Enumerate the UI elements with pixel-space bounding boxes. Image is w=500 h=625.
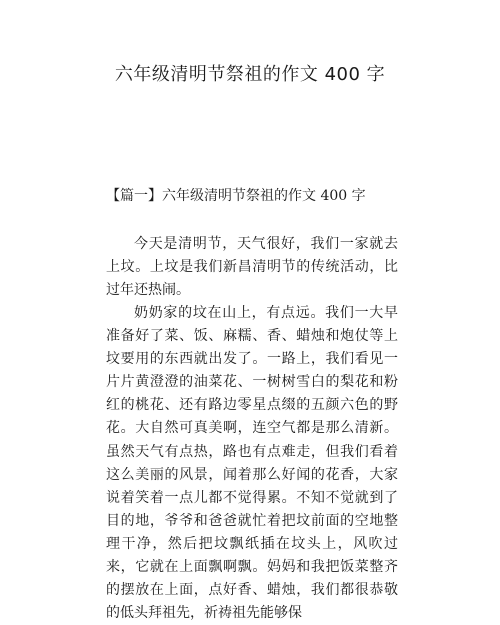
document-title: 六年级清明节祭祖的作文 400 字 xyxy=(114,64,386,85)
paragraph-1: 今天是清明节，天气很好，我们一家就去上坟。上坟是我们新昌清明节的传统活动，比过年还热闹。 xyxy=(106,236,398,299)
paragraph-2: 奶奶家的坟在山上，有点远。我们一大早准备好了菜、饭、麻糯、香、蜡烛和炮仗等上坟要用的东西就出发了。一路上，我们看见一片片黄澄澄的油菜花、一树树雪白的梨花和粉红的桃花、还有路边零星点缀的五颜六色的野花。大自然可真美啊，连空气都是那么清新。虽然天气有点热，路也有点难走，但我们看着这么美丽的风景，闻着那么好闻的花香，大家说着笑着一点儿都不觉得累。不知不觉就到了目的地，爷爷和爸爸就忙着把坟前面的空地整理干净，然后把坟飘纸插在坟头上，风吹过来，它就在上面飘啊飘。妈妈和我把饭菜整齐的摆放在上面，点好香、蜡烛，我们都很恭敬的低头拜祖先，祈祷祖先能够保 xyxy=(106,305,398,622)
section-heading: 【篇一】六年级清明节祭祖的作文 400 字 xyxy=(106,188,366,204)
